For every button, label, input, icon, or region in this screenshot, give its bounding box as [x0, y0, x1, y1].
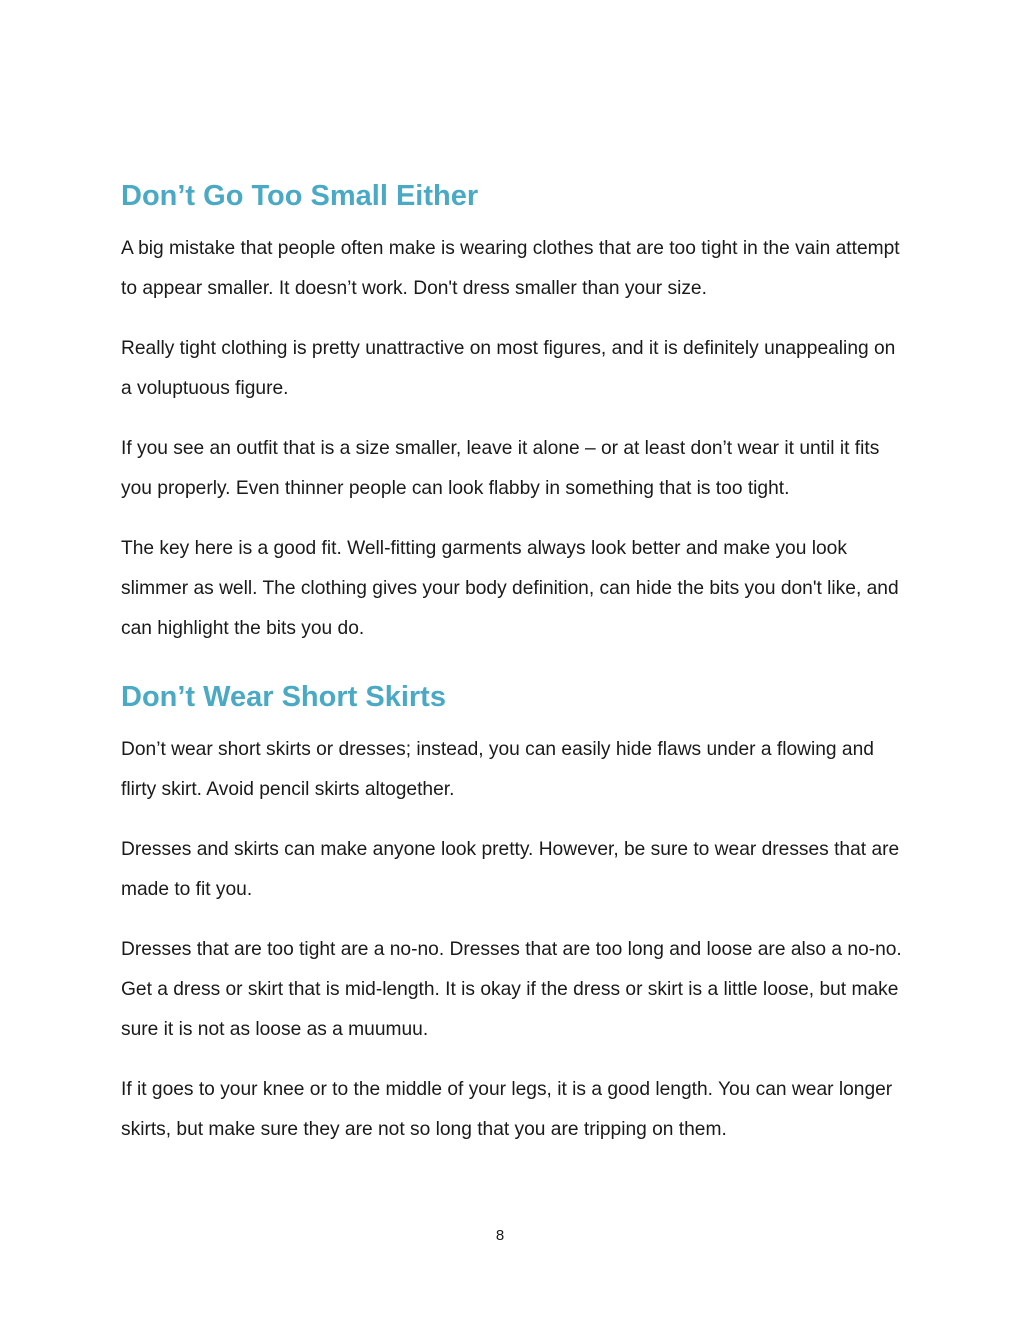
paragraph: Dresses that are too tight are a no-no. Dresses that are too long and loose are also a no-no. Get a dress or skirt that is mid-length. It is okay if the dress or skirt is a little loose, but make sure it is not as loose as a muumuu. [121, 939, 902, 1040]
paragraph: A big mistake that people often make is wearing clothes that are too tight in the vain attempt to appear smaller. It doesn’t work. Don't dress smaller than your size. [121, 238, 900, 299]
section-heading-dont-go-too-small: Don’t Go Too Small Either [121, 180, 479, 212]
paragraph: Dresses and skirts can make anyone look pretty. However, be sure to wear dresses that are made to fit you. [121, 839, 900, 900]
page-number: 8 [495, 1227, 505, 1244]
paragraph: Really tight clothing is pretty unattractive on most figures, and it is definitely unappealing on a voluptuous figure. [121, 338, 896, 399]
paragraph: The key here is a good fit. Well-fitting garments always look better and make you look slimmer as well. The clothing gives your body definition, can hide the bits you don't like, and can highlight the bits you do. [121, 538, 899, 639]
paragraph: If it goes to your knee or to the middle of your legs, it is a good length. You can wear longer skirts, but make sure they are not so long that you are tripping on them. [121, 1079, 893, 1140]
paragraph: Don’t wear short skirts or dresses; instead, you can easily hide flaws under a flowing and flirty skirt. Avoid pencil skirts altogether. [121, 739, 874, 800]
paragraph: If you see an outfit that is a size smaller, leave it alone – or at least don’t wear it until it fits you properly. Even thinner people can look flabby in something that is too tight. [121, 438, 880, 499]
section-heading-dont-wear-short-skirts: Don’t Wear Short Skirts [121, 681, 446, 713]
